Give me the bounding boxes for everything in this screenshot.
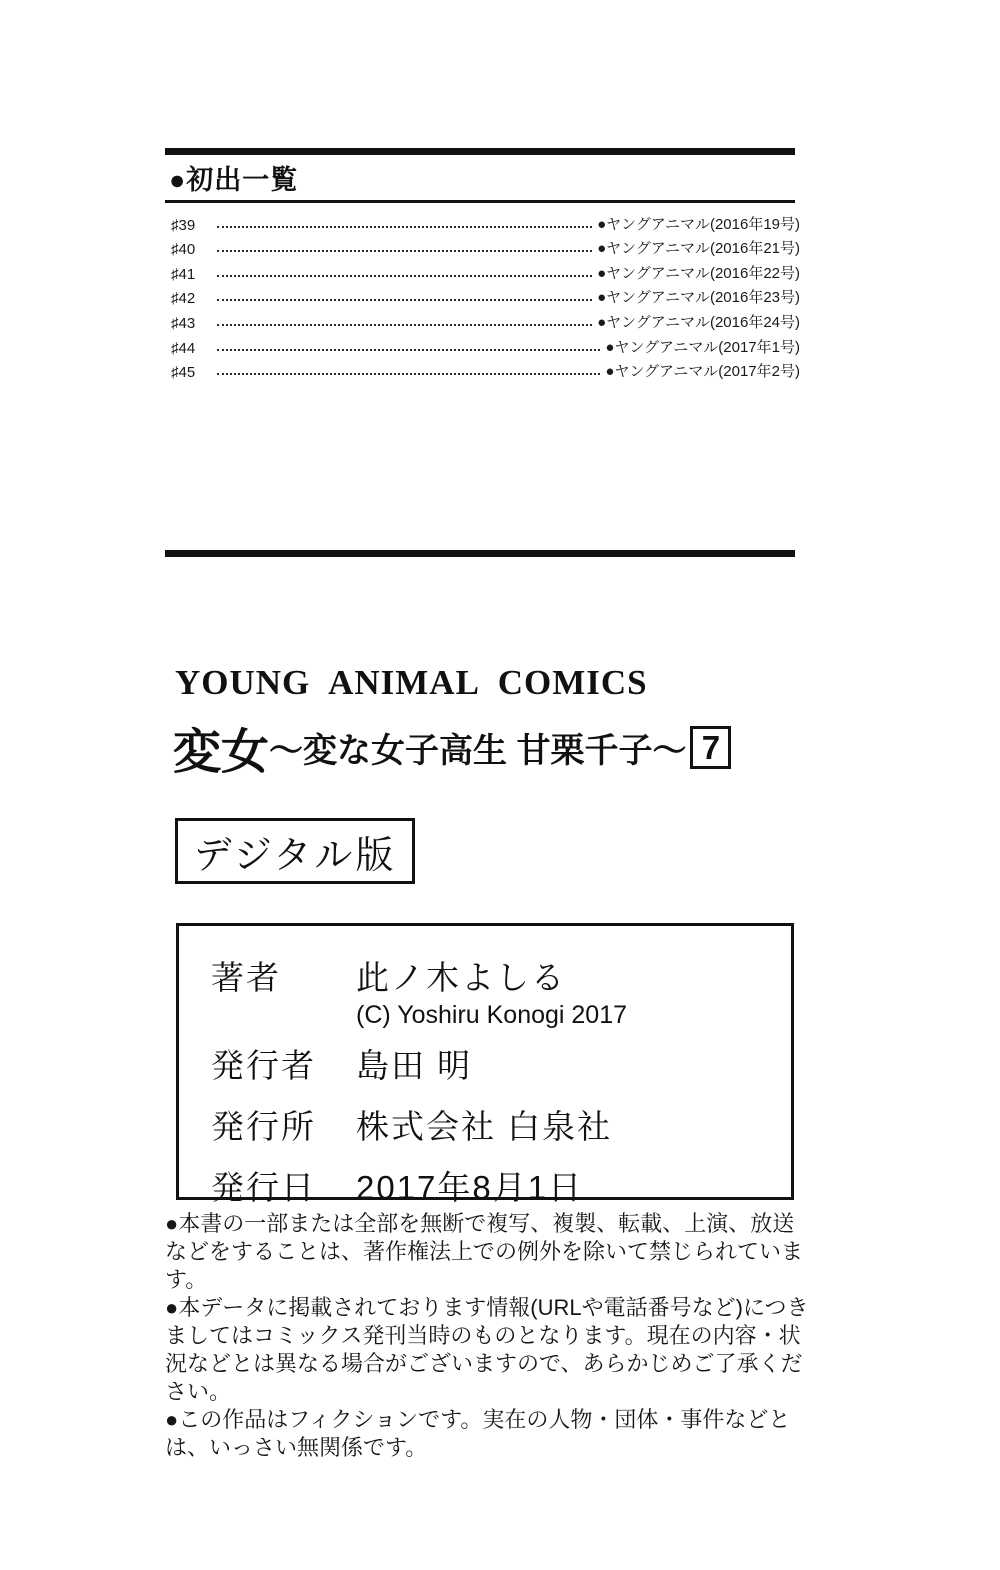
list-item (171, 286, 800, 311)
credit-row-publication-date (211, 1162, 791, 1209)
copyright-note: (C) Yoshiru Konogi 2017 (356, 1001, 628, 1030)
chapter-number: ♯45 (171, 364, 196, 382)
dotted-leader (217, 349, 600, 351)
edition-label: デジタル版 (193, 834, 397, 877)
list-item (171, 261, 800, 286)
dotted-leader (217, 250, 592, 252)
colophon-page (165, 148, 809, 1462)
credit-row-author (211, 952, 791, 999)
first-publication-header: ●初出一覧 (169, 165, 299, 195)
notice-copying: ●本書の一部または全部を無断で複写、複製、転載、上演、放送などをすることは、著作権法上での例外を除いて禁じられています。 (165, 1211, 804, 1293)
top-divider-bar (165, 148, 795, 155)
credit-value: 2017年8月1日 (356, 1169, 584, 1207)
credits-box (176, 923, 794, 1207)
edition-label-box (175, 818, 415, 884)
dotted-leader (217, 299, 592, 301)
chapter-number: ♯42 (171, 290, 196, 308)
list-item (171, 335, 800, 360)
chapter-number: ♯41 (171, 265, 196, 283)
credit-value: 此ノ木よしる (356, 959, 566, 997)
dotted-leader (217, 373, 600, 375)
list-item (171, 310, 800, 335)
credit-value: 株式会社 白泉社 (356, 1108, 613, 1146)
book-title (165, 713, 800, 782)
volume-number-badge: 7 (690, 726, 731, 769)
dotted-leader (217, 226, 592, 228)
credit-value: 島田 明 (356, 1047, 473, 1085)
list-item (171, 237, 800, 262)
dotted-leader (217, 275, 592, 277)
credit-label: 発行所 (211, 1108, 316, 1146)
credit-label: 発行者 (211, 1047, 316, 1085)
list-item (171, 212, 800, 237)
bottom-divider-bar (165, 550, 795, 557)
chapter-number: ♯44 (171, 339, 196, 357)
chapter-number: ♯43 (171, 314, 196, 332)
publication-source: ●ヤングアニマル(2016年22号) (597, 264, 800, 282)
legal-notices (165, 1210, 810, 1462)
publication-source: ●ヤングアニマル(2016年24号) (597, 313, 800, 331)
dotted-leader (217, 324, 592, 326)
credit-row-publisher-person (211, 1040, 791, 1087)
credit-row-publishing-house (211, 1101, 791, 1148)
credit-label: 発行日 (211, 1169, 316, 1207)
publication-source: ●ヤングアニマル(2017年1号) (605, 338, 800, 356)
title-main: 変女 (173, 726, 270, 780)
credit-label: 著者 (211, 959, 281, 997)
notice-information: ●本データに掲載されております情報(URLや電話番号など)につきましてはコミックス発刊当時のものとなります。現在の内容・状況などとは異なる場合がございますので、あらかじめご了承ください。 (165, 1295, 809, 1405)
publication-source: ●ヤングアニマル(2016年23号) (597, 289, 800, 307)
title-subtitle: 〜変な女子高生 甘栗千子〜 (269, 732, 687, 771)
header-underline (165, 200, 795, 203)
list-item (171, 360, 800, 385)
first-publication-list (165, 212, 800, 384)
publication-source: ●ヤングアニマル(2016年19号) (597, 215, 800, 233)
publication-source: ●ヤングアニマル(2016年21号) (597, 240, 800, 258)
publication-source: ●ヤングアニマル(2017年2号) (605, 363, 800, 381)
chapter-number: ♯40 (171, 241, 196, 259)
series-name: YOUNG ANIMAL COMICS (175, 663, 648, 703)
chapter-number: ♯39 (171, 216, 196, 234)
notice-fiction: ●この作品はフィクションです。実在の人物・団体・事件などとは、いっさい無関係です。 (165, 1407, 791, 1461)
